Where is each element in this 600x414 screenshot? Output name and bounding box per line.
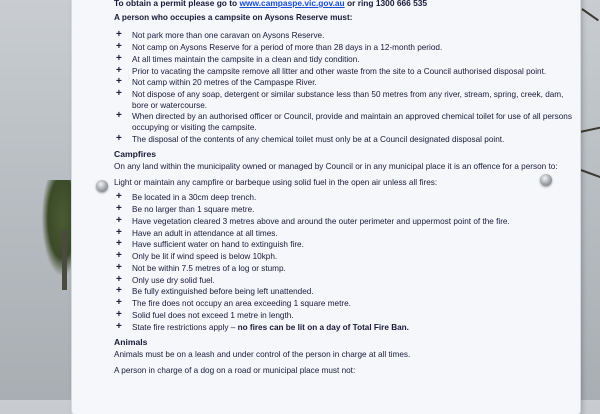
rule-text: Not be within 7.5 metres of a log or stump. <box>132 263 286 273</box>
plus-icon: + <box>116 273 122 285</box>
plus-icon: + <box>116 88 122 100</box>
list-item <box>114 205 572 216</box>
rule-text: Only use dry solid fuel. <box>132 275 215 285</box>
rule-text: Be no larger than 1 square metre. <box>132 205 255 214</box>
tree-trunk <box>62 230 67 290</box>
tree-branch <box>581 8 599 21</box>
tree-branch <box>578 168 600 178</box>
rule-text: Be located in a 30cm deep trench. <box>132 193 257 203</box>
plus-icon: + <box>116 203 122 214</box>
permit-text-prefix: To obtain a permit please go to <box>114 0 240 8</box>
list-item <box>114 214 572 228</box>
list-item <box>114 226 572 240</box>
plus-icon: + <box>116 238 122 250</box>
list-item <box>114 132 572 146</box>
campsite-rules-list <box>114 31 572 145</box>
dog-rules-intro: A person in charge of a dog on a road or municipal place must not: <box>114 365 356 375</box>
plus-icon: + <box>116 226 122 238</box>
rule-text: The disposal of the contents of any chemical toilet must only be at a Council designated disposal point. <box>132 134 505 144</box>
list-item <box>114 273 572 287</box>
sign-bolt-left <box>96 180 108 192</box>
animals-heading: Animals <box>114 337 148 348</box>
plus-icon: + <box>116 64 122 76</box>
rule-text: Have an adult in attendance at all times. <box>132 228 278 238</box>
sign-text <box>114 0 572 400</box>
list-item <box>114 299 572 310</box>
list-item <box>114 252 572 263</box>
rule-text: Not camp within 20 metres of the Campaspe River. <box>132 78 317 88</box>
tree-foliage <box>42 180 76 275</box>
list-item <box>114 320 572 334</box>
animals-paragraph: Animals must be on a leash and under control of the person in charge at all times. <box>114 350 411 359</box>
fire-rules-list <box>114 193 572 333</box>
plus-icon: + <box>116 132 122 144</box>
plus-icon: + <box>116 261 122 273</box>
plus-icon: + <box>116 297 122 309</box>
rule-text: At all times maintain the campsite in a clean and tidy condition. <box>132 54 360 64</box>
permit-info <box>114 0 572 9</box>
rule-text: When directed by an authorised officer or Council, provide and maintain an approved chemical toilet for use of all persons occupying or visiting the campsite. <box>132 112 572 133</box>
rule-text: Not camp on Aysons Reserve for a period of more than 28 days in a 12-month period. <box>132 42 443 52</box>
rule-text: Have sufficient water on hand to extinguish fire. <box>132 240 304 250</box>
rule-text: Solid fuel does not exceed 1 metre in length. <box>132 311 294 321</box>
list-item <box>114 40 572 54</box>
rule-text: Only be lit if wind speed is below 10kph. <box>132 252 278 262</box>
total-fire-ban-warning: no fires can be lit on a day of Total Fire Ban. <box>237 322 409 332</box>
list-item <box>114 31 572 42</box>
plus-icon: + <box>116 250 122 262</box>
plus-icon: + <box>116 110 122 122</box>
campsite-intro: A person who occupies a campsite on Aysons Reserve must: <box>114 12 353 22</box>
list-item <box>114 193 572 204</box>
plus-icon: + <box>116 29 122 41</box>
list-item <box>114 52 572 66</box>
rule-text: Not dispose of any soap, detergent or similar substance less than 50 metres from any river, stream, spring, creek, dam, bore or watercourse. <box>132 90 564 110</box>
list-item <box>114 287 572 298</box>
rule-text: Prior to vacating the campsite remove all litter and other waste from the site to a Council authorised disposal point. <box>132 66 547 76</box>
plus-icon: + <box>116 191 122 203</box>
list-item <box>114 64 572 78</box>
rule-text: State fire restrictions apply – <box>132 322 238 332</box>
plus-icon: + <box>116 214 122 226</box>
council-website-link: www.campaspe.vic.gov.au <box>239 0 345 8</box>
permit-phone-text: or ring 1300 666 535 <box>344 0 428 8</box>
campfires-condition: Light or maintain any campfire or barbeque using solid fuel in the open air unless all fires: <box>114 177 438 187</box>
campfires-heading: Campfires <box>114 149 157 160</box>
rule-text: Have vegetation cleared 3 metres above and around the outer perimeter and uppermost point of the fire. <box>132 216 510 226</box>
rule-text: Be fully extinguished before being left unattended. <box>132 287 314 297</box>
plus-icon: + <box>116 285 122 297</box>
list-item <box>114 261 572 275</box>
list-item <box>114 90 572 111</box>
plus-icon: + <box>116 309 122 321</box>
list-item <box>114 112 572 133</box>
plus-icon: + <box>116 76 122 88</box>
plus-icon: + <box>116 52 122 64</box>
plus-icon: + <box>116 320 122 332</box>
plus-icon: + <box>116 40 122 52</box>
list-item <box>114 78 572 89</box>
rule-text: Not park more than one caravan on Aysons Reserve. <box>132 31 325 41</box>
list-item <box>114 311 572 322</box>
rule-text: The fire does not occupy an area exceeding 1 square metre. <box>132 299 351 309</box>
list-item <box>114 240 572 251</box>
campfires-paragraph: On any land within the municipality owned or managed by Council or in any municipal place it is an offence for a person to: <box>114 162 558 172</box>
